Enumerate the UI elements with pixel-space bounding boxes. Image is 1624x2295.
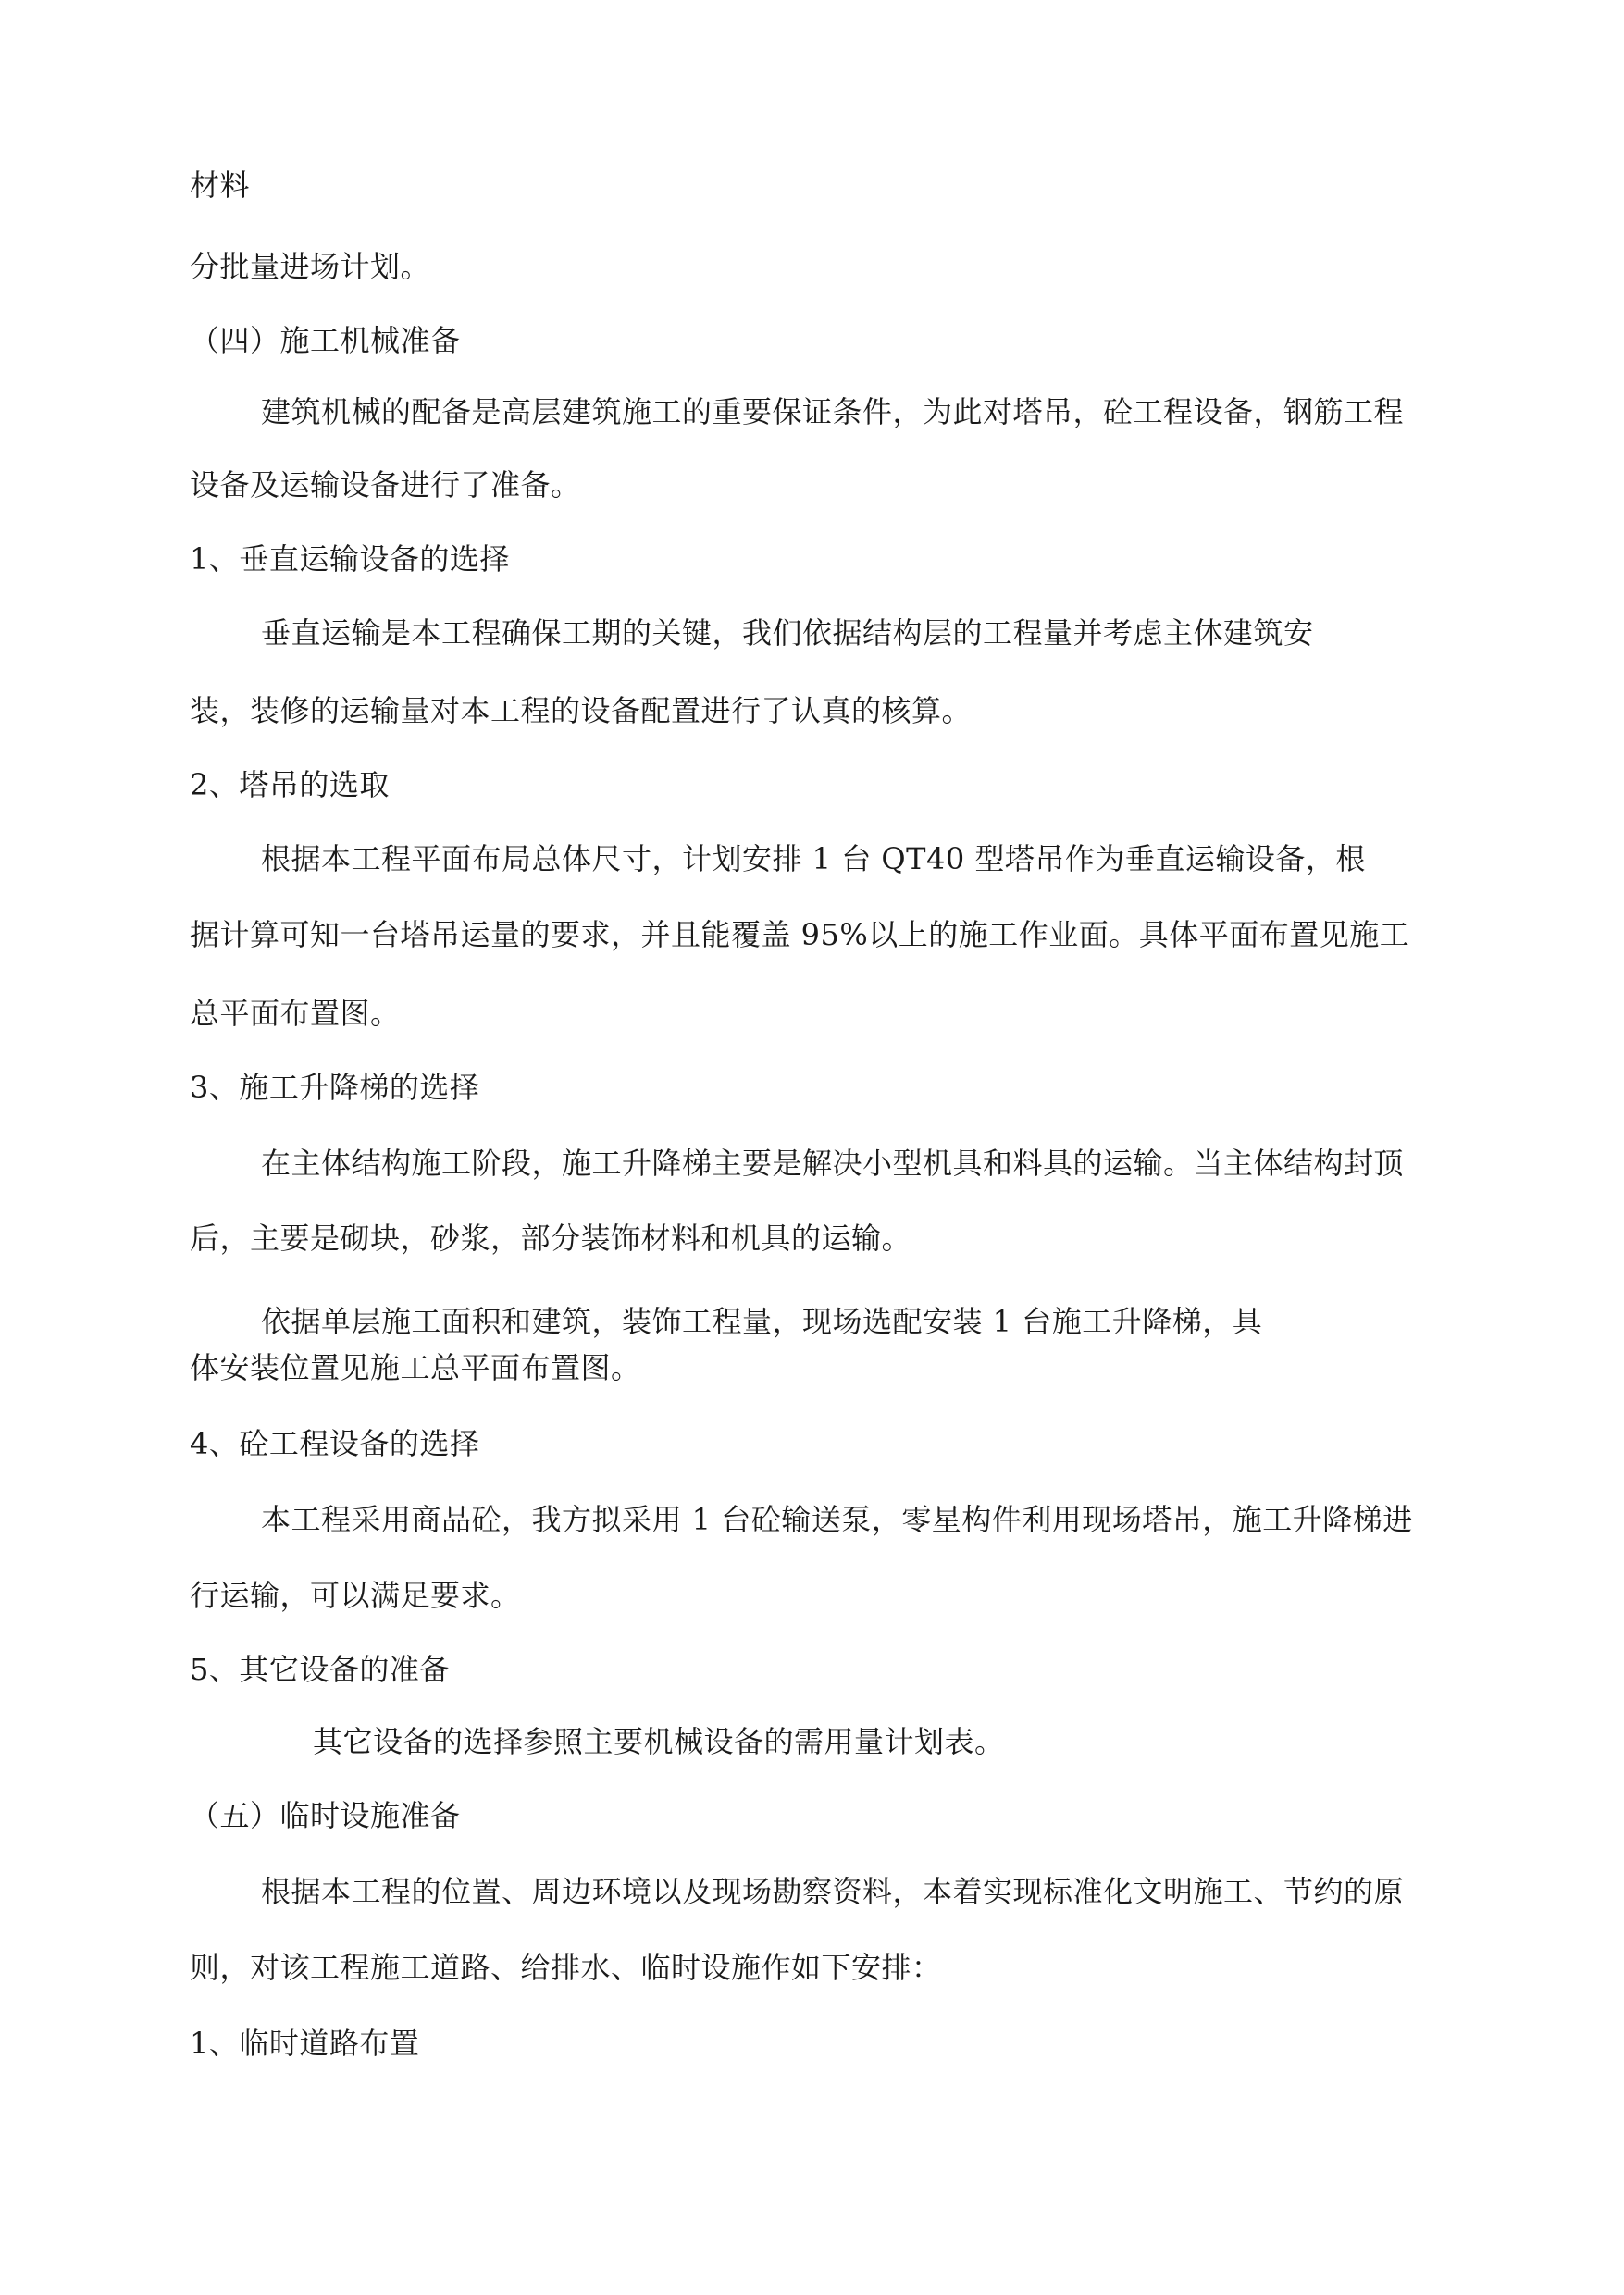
paragraph-line: 根据本工程平面布局总体尺寸，计划安排 1 台 QT40 型塔吊作为垂直运输设备，根 — [261, 841, 1366, 876]
paragraph-line: 据计算可知一台塔吊运量的要求，并且能覆盖 95%以上的施工作业面。具体平面布置见施工 — [190, 917, 1410, 952]
paragraph-line: 设备及运输设备进行了准备。 — [190, 467, 581, 502]
paragraph-line: 垂直运输是本工程确保工期的关键，我们依据结构层的工程量并考虑主体建筑安 — [261, 615, 1314, 651]
paragraph-line: 行运输，可以满足要求。 — [190, 1578, 521, 1613]
paragraph-line: 本工程采用商品砼，我方拟采用 1 台砼输送泵，零星构件利用现场塔吊，施工升降梯进 — [261, 1502, 1413, 1537]
paragraph-line: 则，对该工程施工道路、给排水、临时设施作如下安排： — [190, 1950, 942, 1985]
paragraph-line: 体安装位置见施工总平面布置图。 — [190, 1350, 641, 1385]
paragraph-line: 其它设备的选择参照主要机械设备的需用量计划表。 — [313, 1724, 1005, 1759]
subsection-heading: 1、临时道路布置 — [190, 2026, 420, 2061]
section-heading: （四）施工机械准备 — [190, 323, 461, 358]
paragraph-line: 依据单层施工面积和建筑，装饰工程量，现场选配安装 1 台施工升降梯，具 — [261, 1304, 1263, 1339]
subsection-heading: 3、施工升降梯的选择 — [190, 1070, 480, 1105]
subsection-heading: 2、塔吊的选取 — [190, 767, 390, 802]
paragraph-line: 建筑机械的配备是高层建筑施工的重要保证条件，为此对塔吊，砼工程设备，钢筋工程 — [261, 394, 1405, 429]
section-heading: （五）临时设施准备 — [190, 1798, 461, 1833]
subsection-heading: 1、垂直运输设备的选择 — [190, 541, 510, 577]
text-line: 分批量进场计划。 — [190, 249, 431, 284]
text-line: 材料 — [190, 167, 251, 203]
paragraph-line: 在主体结构施工阶段，施工升降梯主要是解决小型机具和料具的运输。当主体结构封顶 — [261, 1146, 1405, 1181]
paragraph-line: 根据本工程的位置、周边环境以及现场勘察资料，本着实现标准化文明施工、节约的原 — [261, 1874, 1405, 1909]
subsection-heading: 4、砼工程设备的选择 — [190, 1426, 480, 1461]
paragraph-line: 装，装修的运输量对本工程的设备配置进行了认真的核算。 — [190, 693, 973, 728]
subsection-heading: 5、其它设备的准备 — [190, 1652, 450, 1687]
paragraph-line: 后，主要是砌块，砂浆，部分装饰材料和机具的运输。 — [190, 1221, 912, 1256]
paragraph-line: 总平面布置图。 — [190, 996, 401, 1031]
